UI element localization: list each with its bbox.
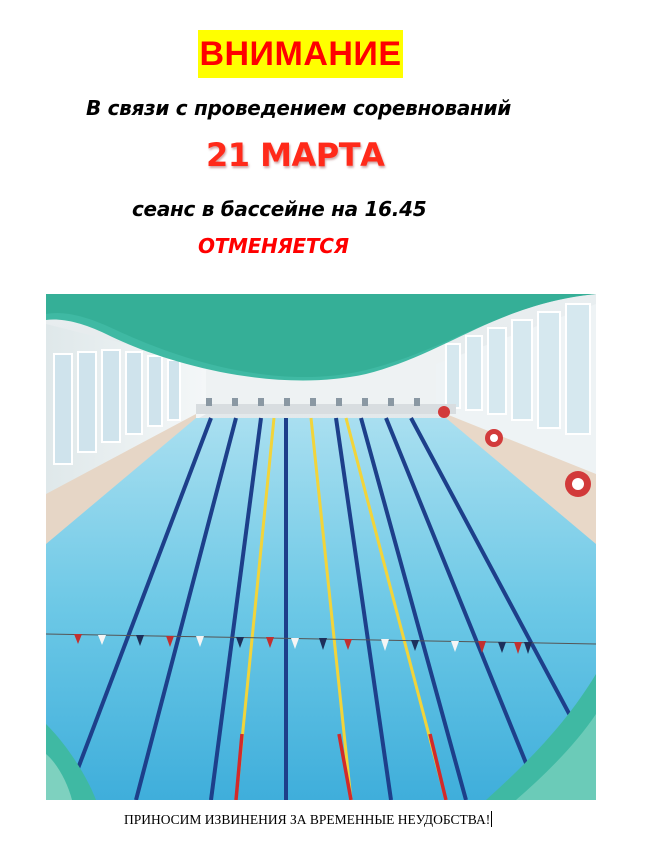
notice-line-competition: В связи с проведением соревнований [86,96,511,120]
apology-text: ПРИНОСИМ ИЗВИНЕНИЯ ЗА ВРЕМЕННЫЕ НЕУДОБСТВА! [124,812,491,827]
notice-line-session: сеанс в бассейне на 16.45 [132,197,427,221]
pool-photo [46,294,596,800]
attention-heading: ВНИМАНИЕ [198,30,403,78]
notice-status-cancelled: ОТМЕНЯЕТСЯ [198,234,349,258]
apology-note [124,811,492,828]
text-cursor [491,811,492,827]
notice-date: 21 МАРТА [206,136,385,174]
